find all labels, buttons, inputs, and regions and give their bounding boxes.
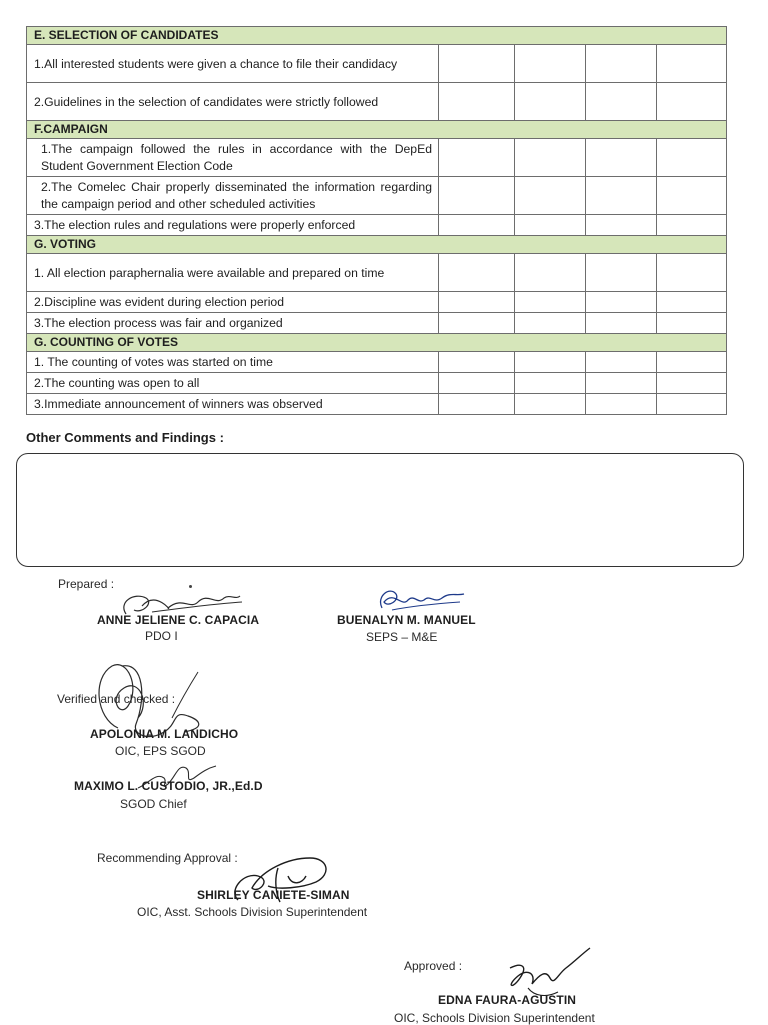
section-header-row	[27, 334, 727, 352]
criteria-text: 2.The counting was open to all	[27, 373, 439, 394]
rating-cell[interactable]	[586, 373, 657, 394]
criteria-text: 1.All interested students were given a chance to file their candidacy	[27, 45, 439, 83]
criteria-row	[27, 45, 727, 83]
section-header-row	[27, 27, 727, 45]
criteria-text: 2.Guidelines in the selection of candidates were strictly followed	[27, 83, 439, 121]
section-header-row	[27, 236, 727, 254]
rating-cell[interactable]	[439, 352, 515, 373]
preparer1-title: PDO I	[145, 629, 178, 643]
section-title: G. COUNTING OF VOTES	[27, 334, 727, 352]
rating-cell[interactable]	[515, 139, 586, 177]
rating-cell[interactable]	[515, 45, 586, 83]
recommender-title: OIC, Asst. Schools Division Superintendent	[137, 905, 368, 919]
rating-cell[interactable]	[657, 45, 727, 83]
criteria-row	[27, 215, 727, 236]
approved-label: Approved :	[404, 959, 463, 973]
criteria-row	[27, 177, 727, 215]
criteria-text: 3.Immediate announcement of winners was observed	[27, 394, 439, 415]
verified-label: Verified and checked :	[57, 692, 176, 706]
preparer1-name: ANNE JELIENE C. CAPACIA	[97, 613, 260, 627]
rating-cell[interactable]	[657, 177, 727, 215]
approver-name: EDNA FAURA-AGUSTIN	[438, 993, 577, 1007]
rating-cell[interactable]	[439, 373, 515, 394]
rating-cell[interactable]	[657, 394, 727, 415]
rating-cell[interactable]	[586, 83, 657, 121]
rating-cell[interactable]	[657, 215, 727, 236]
rating-cell[interactable]	[657, 254, 727, 292]
rating-cell[interactable]	[657, 313, 727, 334]
rating-cell[interactable]	[657, 352, 727, 373]
rating-cell[interactable]	[439, 83, 515, 121]
verifier2-title: SGOD Chief	[120, 797, 187, 811]
rating-cell[interactable]	[657, 292, 727, 313]
criteria-text: 1. The counting of votes was started on time	[27, 352, 439, 373]
criteria-text: 1.The campaign followed the rules in accordance with the DepEd Student Government Election Code	[27, 139, 439, 177]
rating-cell[interactable]	[586, 292, 657, 313]
rating-cell[interactable]	[515, 352, 586, 373]
rating-cell[interactable]	[515, 254, 586, 292]
criteria-row	[27, 83, 727, 121]
criteria-row	[27, 352, 727, 373]
rating-cell[interactable]	[439, 45, 515, 83]
rating-cell[interactable]	[515, 177, 586, 215]
preparer2-title: SEPS – M&E	[366, 630, 438, 644]
rating-cell[interactable]	[439, 215, 515, 236]
rating-cell[interactable]	[586, 45, 657, 83]
rating-cell[interactable]	[439, 139, 515, 177]
rating-cell[interactable]	[586, 352, 657, 373]
rating-cell[interactable]	[439, 313, 515, 334]
rating-cell[interactable]	[657, 373, 727, 394]
rating-cell[interactable]	[515, 373, 586, 394]
rating-cell[interactable]	[515, 394, 586, 415]
rating-cell[interactable]	[586, 215, 657, 236]
verifier1-name: APOLONIA M. LANDICHO	[90, 727, 239, 741]
rating-cell[interactable]	[586, 177, 657, 215]
comments-box[interactable]	[16, 453, 744, 567]
rating-cell[interactable]	[657, 83, 727, 121]
section-title: E. SELECTION OF CANDIDATES	[27, 27, 727, 45]
rating-cell[interactable]	[439, 292, 515, 313]
criteria-text: 3.The election process was fair and organized	[27, 313, 439, 334]
section-header-row	[27, 121, 727, 139]
rating-cell[interactable]	[586, 254, 657, 292]
rating-cell[interactable]	[439, 177, 515, 215]
rating-cell[interactable]	[515, 313, 586, 334]
prepared-label: Prepared :	[58, 577, 115, 591]
criteria-text: 2.Discipline was evident during election period	[27, 292, 439, 313]
criteria-text: 1. All election paraphernalia were available and prepared on time	[27, 254, 439, 292]
rating-cell[interactable]	[515, 292, 586, 313]
section-title: G. VOTING	[27, 236, 727, 254]
recommending-label: Recommending Approval :	[97, 851, 238, 865]
criteria-row	[27, 373, 727, 394]
comments-heading: Other Comments and Findings :	[26, 430, 224, 445]
rating-cell[interactable]	[657, 139, 727, 177]
rating-cell[interactable]	[515, 215, 586, 236]
criteria-row	[27, 292, 727, 313]
criteria-row	[27, 139, 727, 177]
rating-cell[interactable]	[515, 83, 586, 121]
verifier1-title: OIC, EPS SGOD	[115, 744, 206, 758]
criteria-row	[27, 254, 727, 292]
rating-cell[interactable]	[439, 254, 515, 292]
criteria-text: 2.The Comelec Chair properly disseminated the information regarding the campaign period and other scheduled activities	[27, 177, 439, 215]
criteria-row	[27, 313, 727, 334]
ink-dot	[189, 585, 192, 588]
rating-cell[interactable]	[439, 394, 515, 415]
recommender-name: SHIRLEY CANIETE-SIMAN	[197, 888, 350, 902]
approver-title: OIC, Schools Division Superintendent	[394, 1011, 595, 1025]
verifier2-name: MAXIMO L. CUSTODIO, JR.,Ed.D	[74, 779, 263, 793]
rating-cell[interactable]	[586, 139, 657, 177]
criteria-row	[27, 394, 727, 415]
evaluation-checklist-table	[26, 26, 727, 415]
preparer2-name: BUENALYN M. MANUEL	[337, 613, 476, 627]
rating-cell[interactable]	[586, 394, 657, 415]
section-title: F.CAMPAIGN	[27, 121, 727, 139]
rating-cell[interactable]	[586, 313, 657, 334]
criteria-text: 3.The election rules and regulations were properly enforced	[27, 215, 439, 236]
